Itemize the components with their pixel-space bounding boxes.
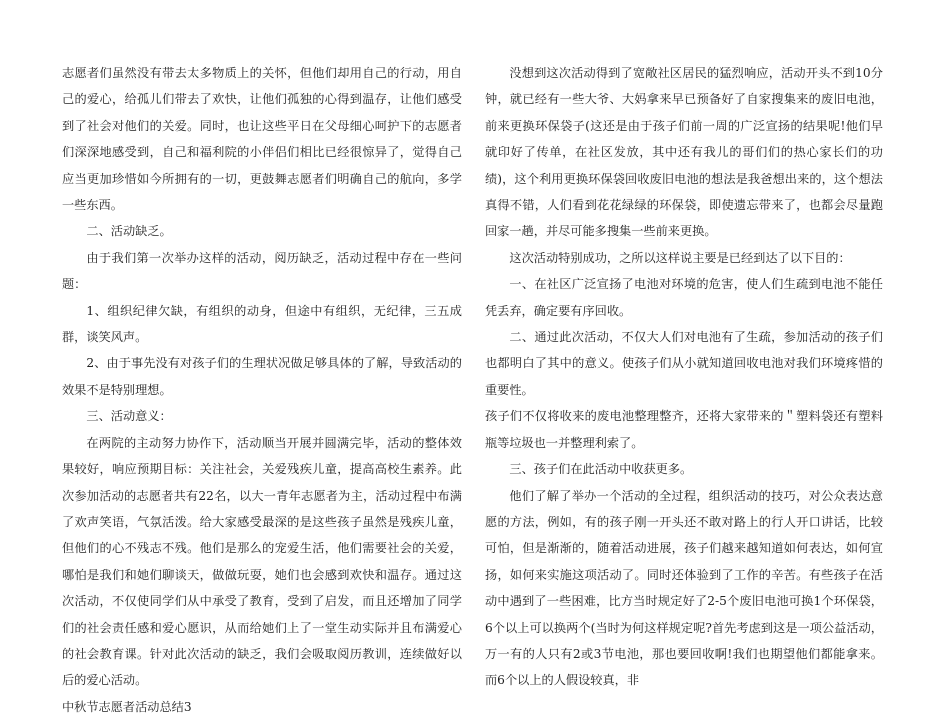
list-item: 1、组织纪律欠缺，有组织的动身，但途中有组织，无纪律，三五成群，谈笑风声。 bbox=[62, 303, 462, 345]
list-item: 三、孩子们在此活动中收获更多。 bbox=[509, 462, 693, 477]
section-heading: 二、活动缺乏。 bbox=[86, 224, 172, 239]
paragraph: 没想到这次活动得到了宽敞社区居民的猛烈响应，活动开头不到10分钟，就已经有一些大爷、大妈拿来早已预备好了自家搜集来的废旧电池，前来更换环保袋子(这还是由于孩子们前一周的广泛宣扬的结果呢!他们早就印好了传单，在社区发放，其中还有我儿的哥们们的热心家长们的功绩)，这个利用更换环保袋回收废旧电池的想法是我爸想出来的，这个想法真得不错，人们看到花花绿绿的环保袋，即使遗忘带来了，也都会尽量跑回家一趟，并尽可能多搜集一些前来更换。 bbox=[485, 66, 883, 239]
list-item: 二、通过此次活动，不仅大人们对电池有了生疏，参加活动的孩子们也都明白了其中的意义。使孩子们从小就知道回收电池对我们环境疼惜的重要性。 bbox=[485, 330, 883, 397]
right-column bbox=[485, 60, 883, 694]
list-item: 2、由于事先没有对孩子们的生理状况做足够具体的了解，导致活动的效果不是特别理想。 bbox=[62, 356, 462, 397]
document-title: 中秋节志愿者活动总结3 bbox=[62, 699, 192, 714]
left-column bbox=[62, 60, 462, 720]
paragraph: 他们了解了举办一个活动的全过程，组织活动的技巧，对公众表达意愿的方法，例如，有的孩子刚一开头还不敢对路上的行人开口讲话，比较可怕，但是渐渐的，随着活动进展，孩子们越来越知道如何表达，如何宣扬，如何来实施这项活动了。同时还体验到了工作的辛苦。有些孩子在活动中遇到了一些困难，比方当时规定好了2-5个废旧电池可换1个环保袋，6个以上可以换两个(当时为何这样规定呢?首先考虑到这是一项公益活动，万一有的人只有2或3节电池，那也要回收啊!我们也期望他们都能拿来。而6个以上的人假设较真，非 bbox=[485, 488, 883, 688]
paragraph: 这次活动特别成功，之所以这样说主要是已经到达了以下目的： bbox=[509, 250, 851, 265]
list-item: 一、在社区广泛宣扬了电池对环境的危害，使人们生疏到电池不能任凭丢弃，确定要有序回收。 bbox=[485, 277, 883, 318]
section-heading: 三、活动意义： bbox=[86, 409, 172, 424]
paragraph: 孩子们不仅将收来的废电池整理整齐，还将大家带来的＂塑料袋还有塑料瓶等垃圾也一并整理利索了。 bbox=[485, 409, 883, 450]
paragraph: 在两院的主动努力协作下，活动顺当开展并圆满完毕，活动的整体效果较好，响应预期目标：关注社会，关爱残疾儿童，提高高校生素养。此次参加活动的志愿者共有22名，以大一青年志愿者为主，活动过程中布满了欢声笑语，气氛活泼。给大家感受最深的是这些孩子虽然是残疾儿童，但他们的心不残志不残。他们是那么的宠爱生活，他们需要社会的关爱，哪怕是我们和她们聊谈天，做做玩耍，她们也会感到欢快和温存。通过这次活动，不仅使同学们从中承受了教育，受到了启发，而且还增加了同学们的社会责任感和爱心愿识，从而给她们上了一堂生动实际并且布满爱心的社会教育课。针对此次活动的缺乏，我们会吸取阅历教训，连续做好以后的爱心活动。 bbox=[62, 435, 462, 688]
paragraph: 志愿者们虽然没有带去太多物质上的关怀，但他们却用自己的行动，用自己的爱心，给孤儿们带去了欢快，让他们孤独的心得到温存，让他们感受到了社会对他们的关爱。同时，也让这些平日在父母细心呵护下的志愿者们深深地感受到，自己和福利院的小伴侣们相比已经很惊异了，觉得自己应当更加珍惜如今所拥有的一切，更鼓舞志愿者们明确自己的航向，多学一些东西。 bbox=[62, 66, 462, 213]
paragraph: 由于我们第一次举办这样的活动，阅历缺乏，活动过程中存在一些问题： bbox=[62, 250, 462, 292]
